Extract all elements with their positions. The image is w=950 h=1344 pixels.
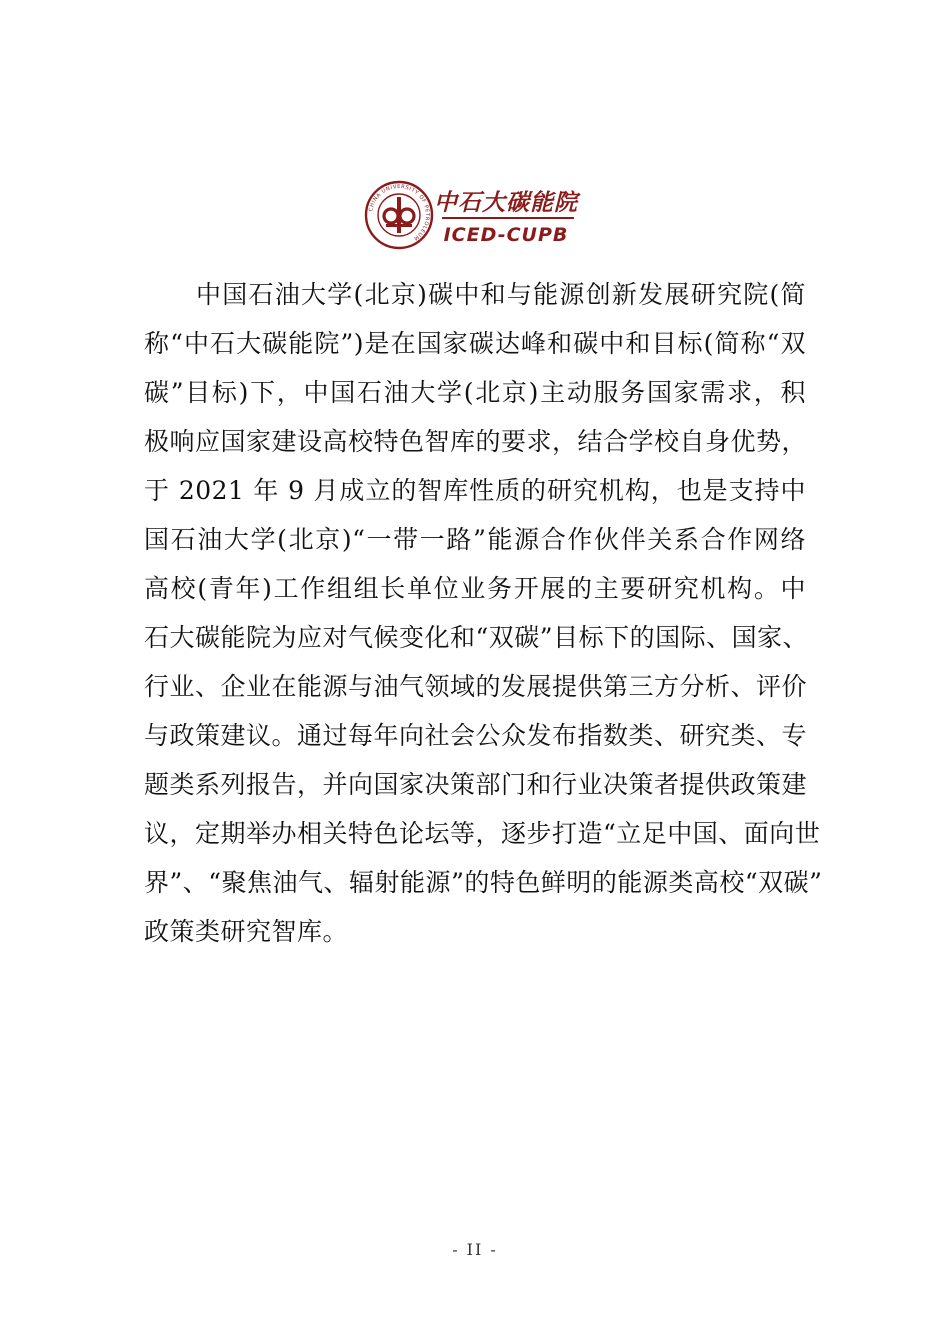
paragraph-line: 议，定期举办相关特色论坛等，逐步打造“立足中国、面向世 xyxy=(144,819,821,848)
university-emblem xyxy=(366,182,432,248)
paragraph-line: 称“中石大碳能院”)是在国家碳达峰和碳中和目标(简称“双 xyxy=(144,329,806,358)
paragraph-line: 石大碳能院为应对气候变化和“双碳”目标下的国际、国家、 xyxy=(144,623,809,652)
paragraph-line: 政策类研究智库。 xyxy=(144,917,349,946)
intro-paragraph xyxy=(144,270,823,956)
paragraph-line: 与政策建议。通过每年向社会公众发布指数类、研究类、专 xyxy=(144,721,808,750)
paragraph-line: 题类系列报告，并向国家决策部门和行业决策者提供政策建 xyxy=(144,770,808,799)
paragraph-line: 极响应国家建设高校特色智库的要求，结合学校自身优势， xyxy=(144,427,808,456)
paragraph-line: 国石油大学(北京)“一带一路”能源合作伙伴关系合作网络 xyxy=(144,525,806,554)
logo-name-en: ICED-CUPB xyxy=(443,224,569,246)
logo-name-cn: 中石大碳能院 xyxy=(434,189,578,216)
paragraph-line: 中国石油大学(北京)碳中和与能源创新发展研究院(简 xyxy=(196,280,806,309)
page-number: - II - xyxy=(452,1240,498,1259)
paragraph-line: 行业、企业在能源与油气领域的发展提供第三方分析、评价 xyxy=(144,672,808,701)
institute-logo xyxy=(364,180,586,250)
paragraph-line: 碳”目标)下，中国石油大学(北京)主动服务国家需求，积 xyxy=(144,378,806,407)
paragraph-line: 界”、“聚焦油气、辐射能源”的特色鲜明的能源类高校“双碳” xyxy=(144,868,823,897)
emblem-ring-text: CHINA UNIVERSITY OF PETROLEUM xyxy=(368,183,431,242)
paragraph-line: 高校(青年)工作组组长单位业务开展的主要研究机构。中 xyxy=(144,574,806,603)
paragraph-line: 于 2021 年 9 月成立的智库性质的研究机构，也是支持中 xyxy=(144,476,806,505)
